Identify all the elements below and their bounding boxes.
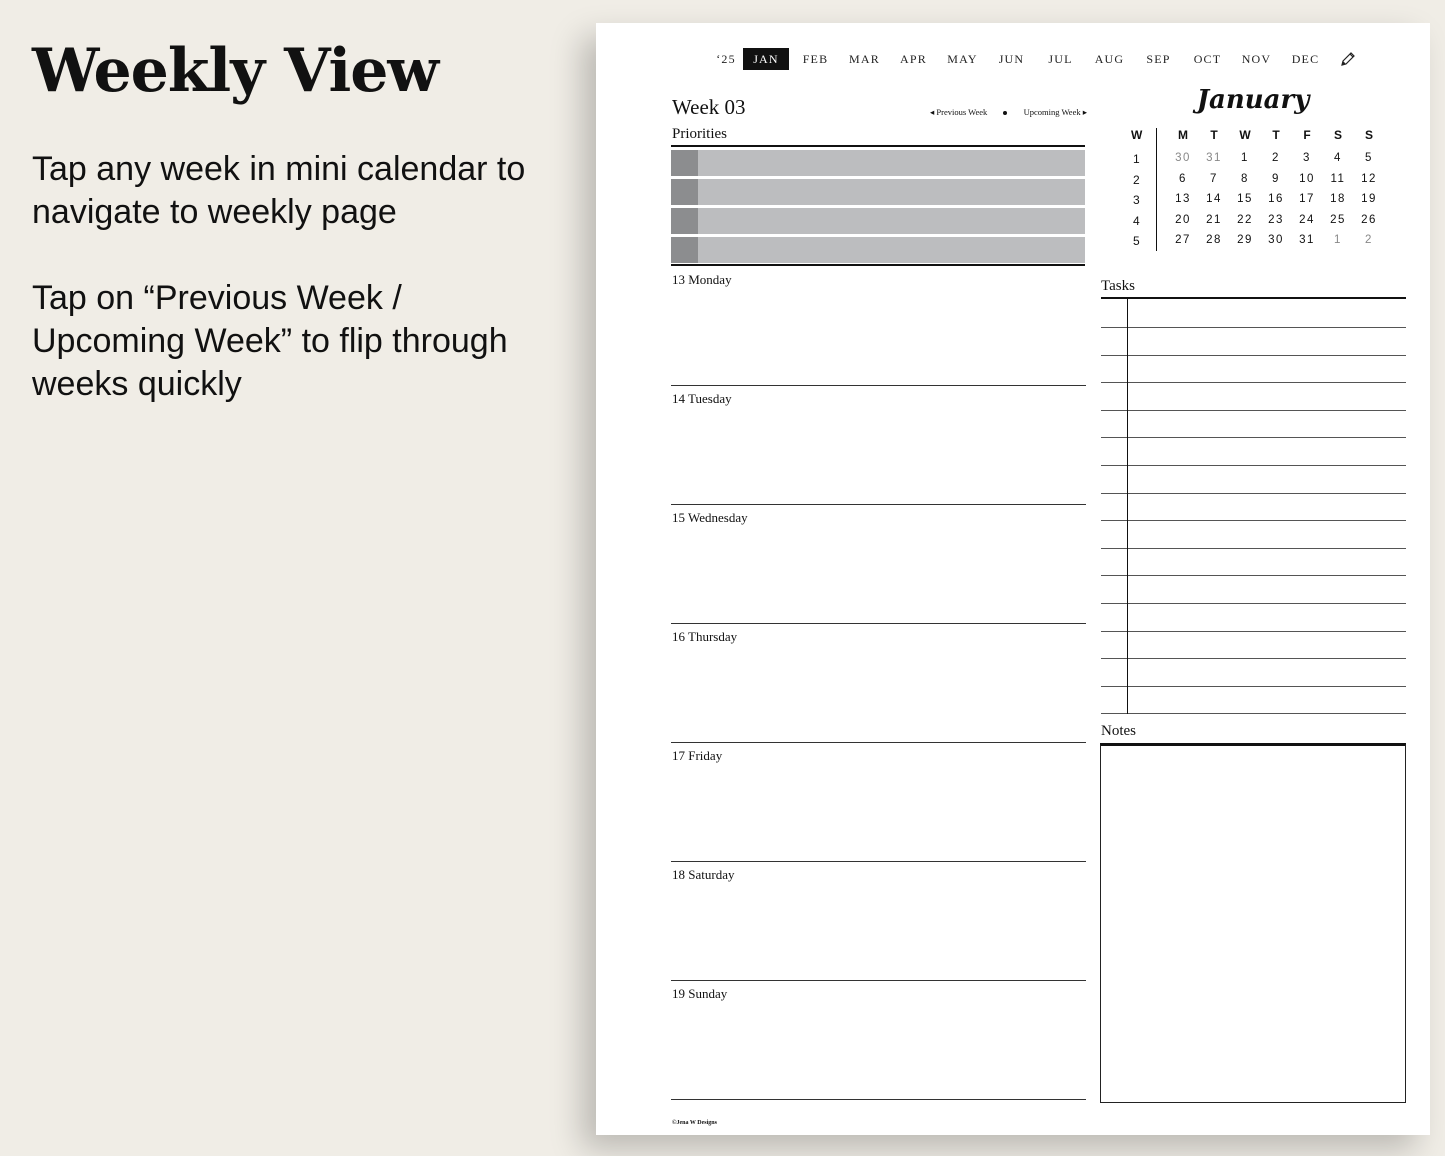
calendar-day[interactable]: 2 bbox=[1365, 234, 1373, 247]
calendar-day[interactable]: 15 bbox=[1237, 193, 1253, 206]
priorities-top-rule bbox=[671, 145, 1085, 147]
calendar-day[interactable]: 13 bbox=[1175, 193, 1191, 206]
week-title: Week 03 bbox=[672, 95, 746, 119]
week-number-link[interactable]: 3 bbox=[1133, 193, 1140, 208]
priority-checkbox[interactable] bbox=[671, 208, 698, 234]
week-number-link[interactable]: 1 bbox=[1133, 152, 1140, 166]
task-row[interactable] bbox=[1101, 576, 1406, 604]
calendar-day[interactable]: 30 bbox=[1175, 152, 1191, 164]
calendar-day[interactable]: 17 bbox=[1299, 193, 1315, 206]
tab-nov[interactable]: NOV bbox=[1241, 51, 1272, 66]
task-row[interactable] bbox=[1101, 410, 1406, 438]
mini-calendar-divider bbox=[1156, 128, 1157, 251]
task-row[interactable] bbox=[1101, 659, 1406, 687]
task-row[interactable] bbox=[1101, 355, 1406, 383]
calendar-day[interactable]: 26 bbox=[1361, 213, 1377, 226]
task-row[interactable] bbox=[1101, 466, 1406, 494]
calendar-day[interactable]: 1 bbox=[1334, 234, 1342, 247]
week-number-link[interactable]: 4 bbox=[1133, 213, 1140, 228]
tasks-label: Tasks bbox=[1101, 278, 1135, 294]
day-label: 13 Monday bbox=[672, 272, 732, 287]
calendar-day[interactable]: 10 bbox=[1299, 172, 1315, 185]
tab-apr[interactable]: APR bbox=[900, 51, 927, 66]
weekday-header: M bbox=[1178, 128, 1188, 142]
tab-may[interactable]: MAY bbox=[947, 51, 978, 66]
calendar-day[interactable]: 16 bbox=[1268, 193, 1284, 206]
upcoming-week-link[interactable]: Upcoming Week ▸ bbox=[1023, 107, 1087, 117]
priorities-bottom-rule bbox=[671, 264, 1085, 266]
day-section[interactable] bbox=[671, 267, 1086, 386]
priorities-label: Priorities bbox=[672, 126, 727, 142]
tab-jan[interactable]: JAN bbox=[743, 48, 789, 70]
calendar-day[interactable]: 7 bbox=[1210, 172, 1218, 185]
calendar-day[interactable]: 11 bbox=[1330, 172, 1346, 185]
task-row[interactable] bbox=[1101, 521, 1406, 549]
day-section[interactable] bbox=[671, 862, 1086, 981]
task-row[interactable] bbox=[1101, 383, 1406, 411]
tasks-checkbox-column-rule bbox=[1127, 299, 1128, 714]
month-tab-list bbox=[741, 48, 1330, 70]
calendar-day[interactable]: 3 bbox=[1303, 152, 1311, 164]
calendar-day[interactable]: 31 bbox=[1299, 234, 1315, 247]
calendar-day[interactable]: 31 bbox=[1206, 152, 1222, 164]
day-label: 18 Saturday bbox=[672, 867, 735, 882]
week-number-link[interactable]: 2 bbox=[1133, 172, 1140, 187]
calendar-day[interactable]: 23 bbox=[1268, 213, 1284, 226]
pencil-icon[interactable] bbox=[1336, 48, 1360, 70]
calendar-day[interactable]: 5 bbox=[1365, 152, 1373, 164]
calendar-day[interactable]: 20 bbox=[1175, 213, 1191, 226]
calendar-day[interactable]: 30 bbox=[1268, 234, 1284, 247]
weekday-header: T bbox=[1272, 128, 1280, 142]
tasks-top-rule bbox=[1101, 297, 1406, 299]
task-row[interactable] bbox=[1101, 328, 1406, 356]
task-row[interactable] bbox=[1101, 631, 1406, 659]
separator-dot bbox=[1003, 111, 1007, 115]
tab-dec[interactable]: DEC bbox=[1291, 51, 1320, 66]
weekday-header: T bbox=[1210, 128, 1218, 142]
day-label: 17 Friday bbox=[672, 748, 723, 763]
tab-feb[interactable]: FEB bbox=[802, 51, 829, 66]
week-number-link[interactable]: 5 bbox=[1133, 234, 1140, 249]
promo-title: Weekly View bbox=[32, 36, 439, 106]
calendar-day[interactable]: 22 bbox=[1237, 213, 1253, 226]
planner-page bbox=[596, 23, 1430, 1135]
notes-label: Notes bbox=[1101, 723, 1136, 739]
calendar-day[interactable]: 24 bbox=[1299, 213, 1315, 226]
day-divider bbox=[671, 1099, 1086, 1100]
previous-week-link[interactable]: ◂ Previous Week bbox=[930, 107, 988, 117]
tab-mar[interactable]: MAR bbox=[849, 51, 880, 66]
tab-aug[interactable]: AUG bbox=[1094, 51, 1125, 66]
tab-year[interactable]: ‘25 bbox=[716, 51, 736, 66]
priority-row[interactable] bbox=[671, 150, 1085, 176]
tab-oct[interactable]: OCT bbox=[1193, 51, 1222, 66]
day-section[interactable] bbox=[671, 386, 1086, 505]
priority-checkbox[interactable] bbox=[671, 150, 698, 176]
calendar-day[interactable]: 2 bbox=[1272, 152, 1280, 164]
calendar-day[interactable]: 6 bbox=[1179, 172, 1187, 185]
priority-row[interactable] bbox=[671, 179, 1085, 205]
calendar-day[interactable]: 21 bbox=[1206, 213, 1222, 226]
priority-checkbox[interactable] bbox=[671, 179, 698, 205]
promo-instruction-calendar: Tap any week in mini calendar to navigate to weekly page bbox=[32, 150, 526, 231]
calendar-day[interactable]: 18 bbox=[1330, 193, 1346, 206]
calendar-day[interactable]: 8 bbox=[1241, 172, 1249, 185]
day-section[interactable] bbox=[671, 624, 1086, 743]
calendar-day[interactable]: 1 bbox=[1241, 152, 1249, 164]
task-row[interactable] bbox=[1101, 300, 1406, 328]
promo-instruction-week-nav: Tap on “Previous Week / Upcoming Week” to flip through weeks quickly bbox=[32, 279, 508, 403]
weekday-header: F bbox=[1303, 128, 1311, 142]
copyright: ©Jena W Designs bbox=[672, 1120, 717, 1126]
tab-jun[interactable]: JUN bbox=[998, 51, 1025, 66]
calendar-day[interactable]: 27 bbox=[1175, 234, 1191, 247]
calendar-day[interactable]: 9 bbox=[1272, 172, 1280, 185]
weekday-header: S bbox=[1364, 128, 1373, 142]
day-section[interactable] bbox=[671, 505, 1086, 624]
week-navigation bbox=[930, 107, 1087, 118]
month-tabs bbox=[711, 47, 1360, 70]
weekday-header: W bbox=[1239, 128, 1251, 142]
day-section[interactable] bbox=[671, 743, 1086, 862]
calendar-day[interactable]: 4 bbox=[1334, 152, 1342, 164]
day-label: 19 Sunday bbox=[672, 986, 728, 1001]
calendar-day[interactable]: 19 bbox=[1361, 193, 1377, 206]
priority-row[interactable] bbox=[671, 208, 1085, 234]
day-section[interactable] bbox=[671, 981, 1086, 1100]
priority-checkbox[interactable] bbox=[671, 237, 698, 263]
weekday-header: S bbox=[1333, 128, 1342, 142]
day-label: 14 Tuesday bbox=[672, 391, 732, 406]
task-row[interactable] bbox=[1101, 604, 1406, 632]
tab-jul[interactable]: JUL bbox=[1048, 51, 1073, 66]
day-label: 15 Wednesday bbox=[672, 510, 748, 525]
task-row[interactable] bbox=[1101, 686, 1406, 714]
task-row[interactable] bbox=[1101, 548, 1406, 576]
task-row[interactable] bbox=[1101, 493, 1406, 521]
calendar-day[interactable]: 28 bbox=[1206, 234, 1222, 247]
notes-area[interactable] bbox=[1100, 743, 1406, 1103]
calendar-day[interactable]: 25 bbox=[1330, 213, 1346, 226]
priority-row[interactable] bbox=[671, 237, 1085, 263]
task-row[interactable] bbox=[1101, 438, 1406, 466]
mini-calendar-month: January bbox=[1196, 85, 1310, 115]
calendar-day[interactable]: 29 bbox=[1237, 234, 1253, 247]
week-number-header: W bbox=[1131, 128, 1143, 142]
calendar-day[interactable]: 14 bbox=[1206, 193, 1222, 206]
day-label: 16 Thursday bbox=[672, 629, 738, 644]
calendar-day[interactable]: 12 bbox=[1361, 172, 1377, 185]
tab-sep[interactable]: SEP bbox=[1146, 51, 1171, 66]
